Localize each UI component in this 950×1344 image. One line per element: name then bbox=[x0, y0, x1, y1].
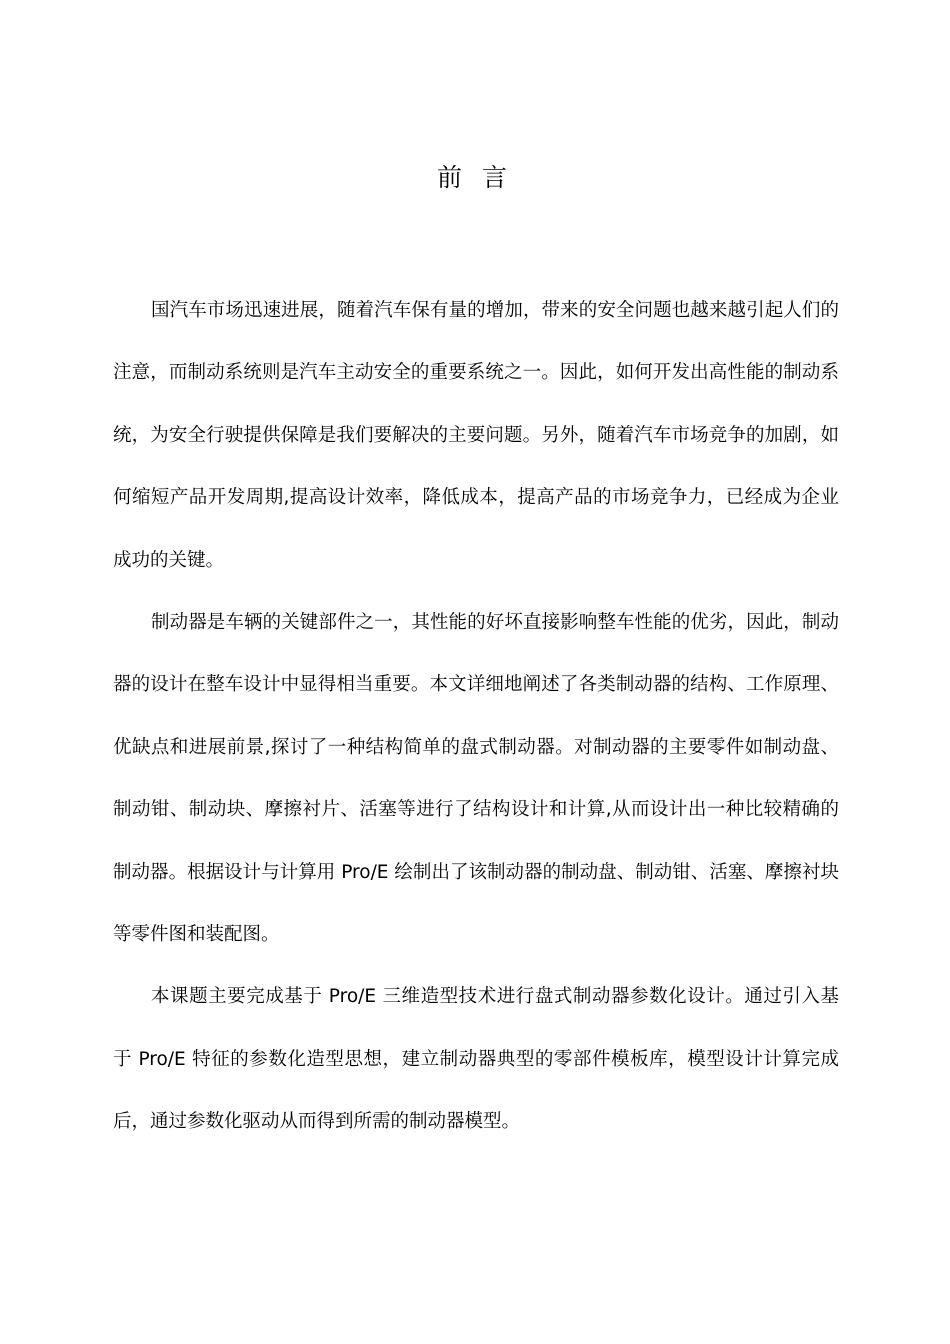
paragraph: 制动器是车辆的关键部件之一，其性能的好坏直接影响整车性能的优劣，因此，制动器的设计在整车设计中显得相当重要。本文详细地阐述了各类制动器的结构、工作原理、优缺点和进展前景,探讨了一种结构简单的盘式制动器。对制动器的主要零件如制动盘、制动钳、制动块、摩擦衬片、活塞等进行了结构设计和计算,从而设计出一种比较精确的制动器。根据设计与计算用 Pro/E 绘制出了该制动器的制动盘、制动钳、活塞、摩擦衬块等零件图和装配图。 bbox=[113, 612, 839, 946]
paragraph: 国汽车市场迅速进展，随着汽车保有量的增加，带来的安全问题也越来越引起人们的注意，而制动系统则是汽车主动安全的重要系统之一。因此，如何开发出高性能的制动系统，为安全行驶提供保障是我们要解决的主要问题。另外，随着汽车市场竞争的加剧，如何缩短产品开发周期,提高设计效率，降低成本，提高产品的市场竞争力，已经成为企业成功的关键。 bbox=[113, 300, 839, 571]
paragraph: 本课题主要完成基于 Pro/E 三维造型技术进行盘式制动器参数化设计。通过引入基于 Pro/E 特征的参数化造型思想，建立制动器典型的零部件模板库，模型设计计算完成后，通过参数化驱动从而得到所需的制动器模型。 bbox=[113, 986, 839, 1133]
page-title: 前 言 bbox=[437, 163, 513, 192]
body-text bbox=[113, 280, 839, 1154]
